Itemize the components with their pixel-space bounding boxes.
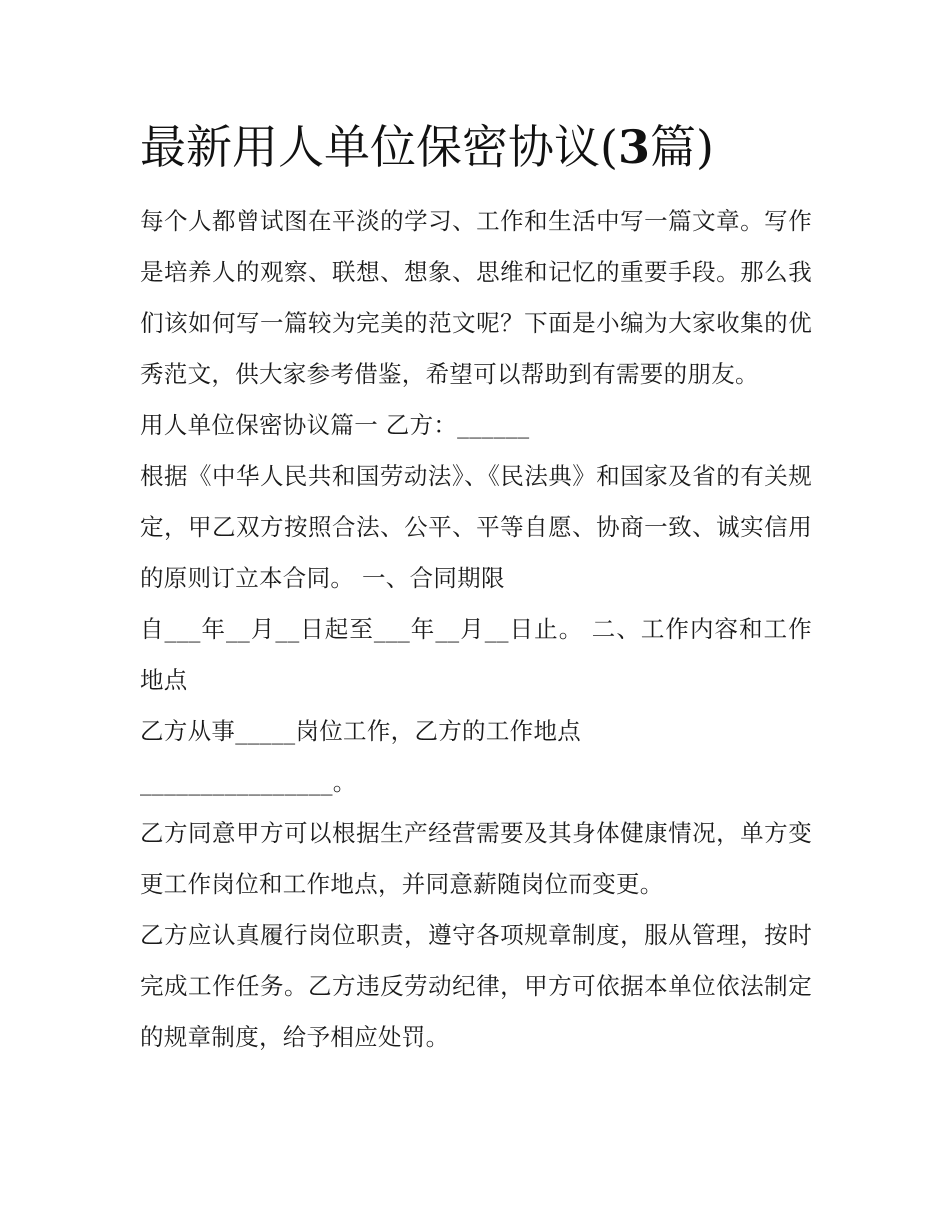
section-heading-agreement-one: 用人单位保密协议篇一 乙方：______	[140, 411, 530, 439]
intro-paragraph: 每个人都曾试图在平淡的学习、工作和生活中写一篇文章。写作是培养人的观察、联想、想象、思维和记忆的重要手段。那么我们该如何写一篇较为完美的范文呢？下面是小编为大家收集的优秀范文，供大家参考借鉴，希望可以帮助到有需要的朋友。	[140, 207, 812, 388]
document-body	[140, 112, 812, 1063]
contract-term-paragraph: 自___年__月__日起至___年__月__日止。 二、工作内容和工作地点	[140, 615, 812, 694]
work-location-blank: ________________。	[140, 768, 357, 796]
title-number: 3	[617, 120, 650, 174]
document-title	[140, 112, 812, 182]
title-suffix: 篇)	[649, 120, 714, 174]
job-position-paragraph: 乙方从事_____岗位工作，乙方的工作地点	[140, 717, 582, 745]
position-change-paragraph: 乙方同意甲方可以根据生产经营需要及其身体健康情况，单方变更工作岗位和工作地点，并同意薪随岗位而变更。	[140, 819, 812, 898]
legal-basis-paragraph: 根据《中华人民共和国劳动法》、《民法典》和国家及省的有关规定，甲乙双方按照合法、公平、平等自愿、协商一致、诚实信用的原则订立本合同。 一、合同期限	[140, 462, 812, 592]
title-prefix: 最新用人单位保密协议(	[140, 120, 618, 174]
duties-paragraph: 乙方应认真履行岗位职责，遵守各项规章制度，服从管理，按时完成工作任务。乙方违反劳动纪律，甲方可依据本单位依法制定的规章制度，给予相应处罚。	[140, 921, 812, 1051]
